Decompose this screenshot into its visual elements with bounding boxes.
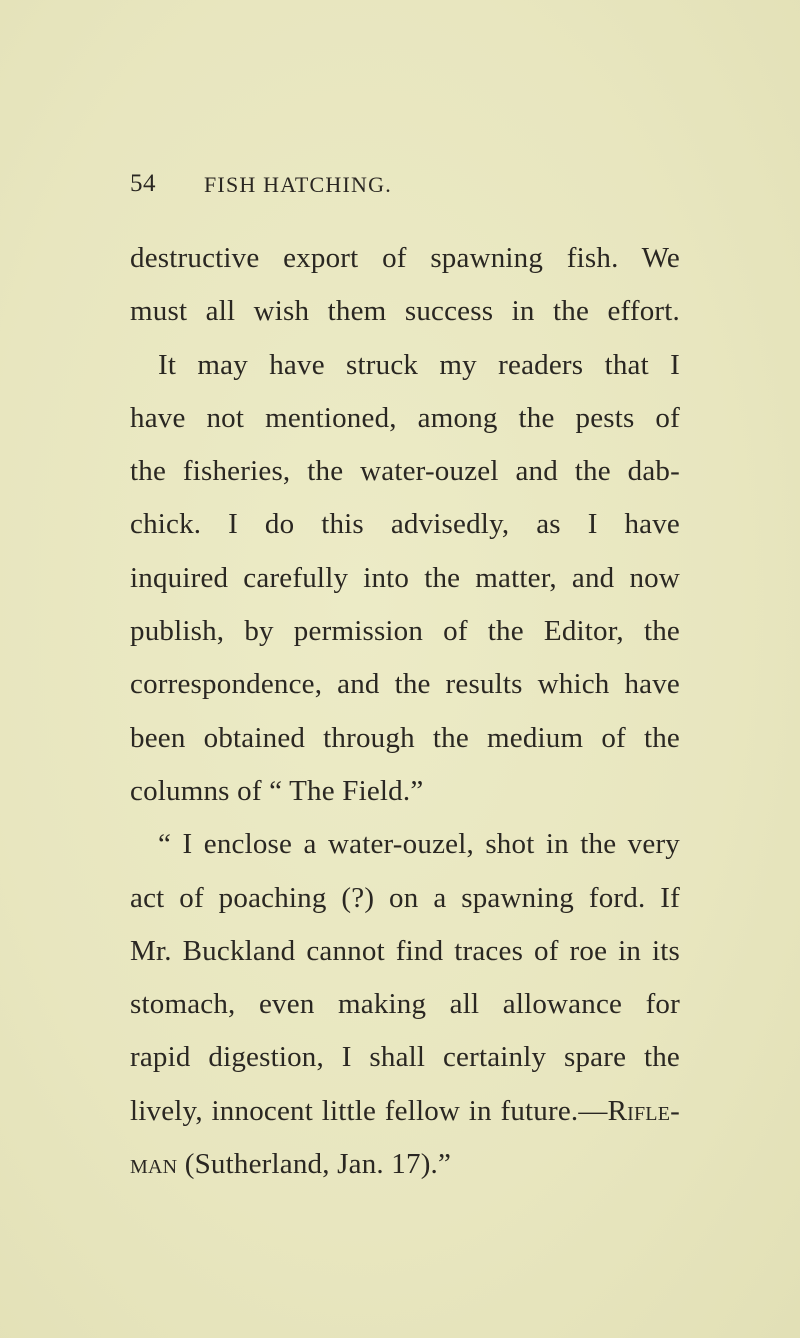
text-line: Mr. Buckland cannot find traces of roe in its [130,934,680,967]
text-line: destructive export of spawning fish. We [130,242,680,274]
body-text [130,232,680,1191]
running-head: FISH HATCHING. [204,172,392,197]
paragraph-end-line: columns of “ The Field.” [130,774,424,807]
text-line: rapid digestion, I shall certainly spare the [130,1041,680,1074]
signature-line: man (Sutherland, Jan. 17).” [130,1148,452,1181]
text-line: act of poaching (?) on a spawning ford. If [130,881,680,914]
page-header [130,170,510,200]
quotation-start-line: “ I enclose a water-ouzel, shot in the very [158,828,680,861]
text-line: been obtained through the medium of the [130,721,680,754]
paragraph-start-line: It may have struck my readers that I [158,348,680,381]
page-number: 54 [130,170,156,197]
text-line: lively, innocent little fellow in future.—Rifle- [130,1094,680,1127]
text-line: have not mentioned, among the pests of [130,401,680,434]
text-line: inquired carefully into the matter, and now [130,561,680,594]
text-line: chick. I do this advisedly, as I have [130,508,680,541]
text-line: stomach, even making all allowance for [130,988,680,1021]
text-line: the fisheries, the water-ouzel and the dab- [130,455,680,488]
text-line: must all wish them success in the effort. [130,295,680,328]
text-line: publish, by permission of the Editor, the [130,615,680,648]
author-name-smallcaps: man [130,1148,178,1181]
text-line: correspondence, and the results which have [130,668,680,701]
author-name-smallcaps-part: Rifle- [607,1094,680,1127]
